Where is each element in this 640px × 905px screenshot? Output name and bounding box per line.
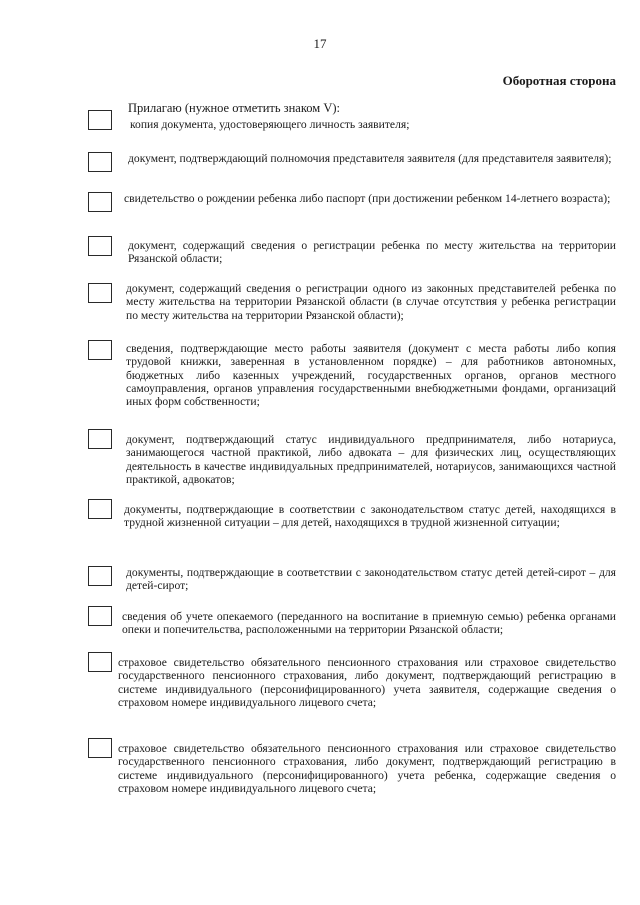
attachment-item-text: документ, содержащий сведения о регистрации ребенка по месту жительства на территории Рязанской области;	[128, 239, 616, 266]
attachment-checkbox[interactable]	[88, 110, 112, 130]
attachment-item-text: копия документа, удостоверяющего личность заявителя;	[130, 118, 410, 131]
attachment-checkbox[interactable]	[88, 152, 112, 172]
attachment-item-text: документ, подтверждающий полномочия представителя заявителя (для представителя заявителя);	[128, 152, 612, 165]
attachment-checkbox[interactable]	[88, 192, 112, 212]
attachment-item-text: документ, подтверждающий статус индивидуального предпринимателя, либо нотариуса, занимающегося частной практикой, либо адвоката – для физических лиц, осуществляющих деятельность в качестве индивидуальных предпринимателей, нотариусов, занимающихся частной практикой, адвокатов;	[126, 433, 616, 486]
attachment-item-text: сведения, подтверждающие место работы заявителя (документ с места работы либо копия трудовой книжки, заверенная в установленном порядке) – для работников автономных, бюджетных либо казенных учреждений, государственных органов, органов местного самоуправления, органов управления государственными внебюджетными фондами, организаций иных форм собственности;	[126, 342, 616, 409]
attachment-item-text: документы, подтверждающие в соответствии с законодательством статус детей, находящихся в трудной жизненной ситуации – для детей, находящихся в трудной жизненной ситуации;	[124, 503, 616, 530]
attachment-item-text: документы, подтверждающие в соответствии с законодательством статус детей детей-сирот – для детей-сирот;	[126, 566, 616, 593]
attachment-checkbox[interactable]	[88, 566, 112, 586]
attachment-checkbox[interactable]	[88, 606, 112, 626]
attachment-item-text: страховое свидетельство обязательного пенсионного страхования или страховое свидетельство государственного пенсионного страхования, либо документ, подтверждающий регистрацию в системе индивидуального (персонифицированного) учета заявителя, содержащие сведения о страховом номере индивидуального лицевого счета;	[118, 656, 616, 709]
page-number: 17	[313, 36, 327, 51]
attachment-checkbox[interactable]	[88, 283, 112, 303]
attachment-checkbox[interactable]	[88, 236, 112, 256]
attachment-item-text: свидетельство о рождении ребенка либо паспорт (при достижении ребенком 14-летнего возраста);	[124, 192, 611, 205]
attachment-checkbox[interactable]	[88, 340, 112, 360]
attachment-checkbox[interactable]	[88, 429, 112, 449]
attachment-checkbox[interactable]	[88, 652, 112, 672]
attachment-item-text: сведения об учете опекаемого (переданного на воспитание в приемную семью) ребенка органами опеки и попечительства, расположенными на территории Рязанской области;	[122, 610, 616, 637]
attachment-item-text: документ, содержащий сведения о регистрации одного из законных представителей ребенка по месту жительства на территории Рязанской области (в случае отсутствия у ребенка регистрации по месту жительства на территории Рязанской области);	[126, 282, 616, 322]
attachment-item-text: страховое свидетельство обязательного пенсионного страхования или страховое свидетельство государственного пенсионного страхования, либо документ, подтверждающий регистрацию в системе индивидуального (персонифицированного) учета ребенка, содержащие сведения о страховом номере индивидуального лицевого счета;	[118, 742, 616, 795]
attachment-checkbox[interactable]	[88, 499, 112, 519]
attachment-intro: Прилагаю (нужное отметить знаком V):	[128, 101, 340, 115]
side-title: Оборотная сторона	[502, 73, 616, 88]
attachment-checkbox[interactable]	[88, 738, 112, 758]
